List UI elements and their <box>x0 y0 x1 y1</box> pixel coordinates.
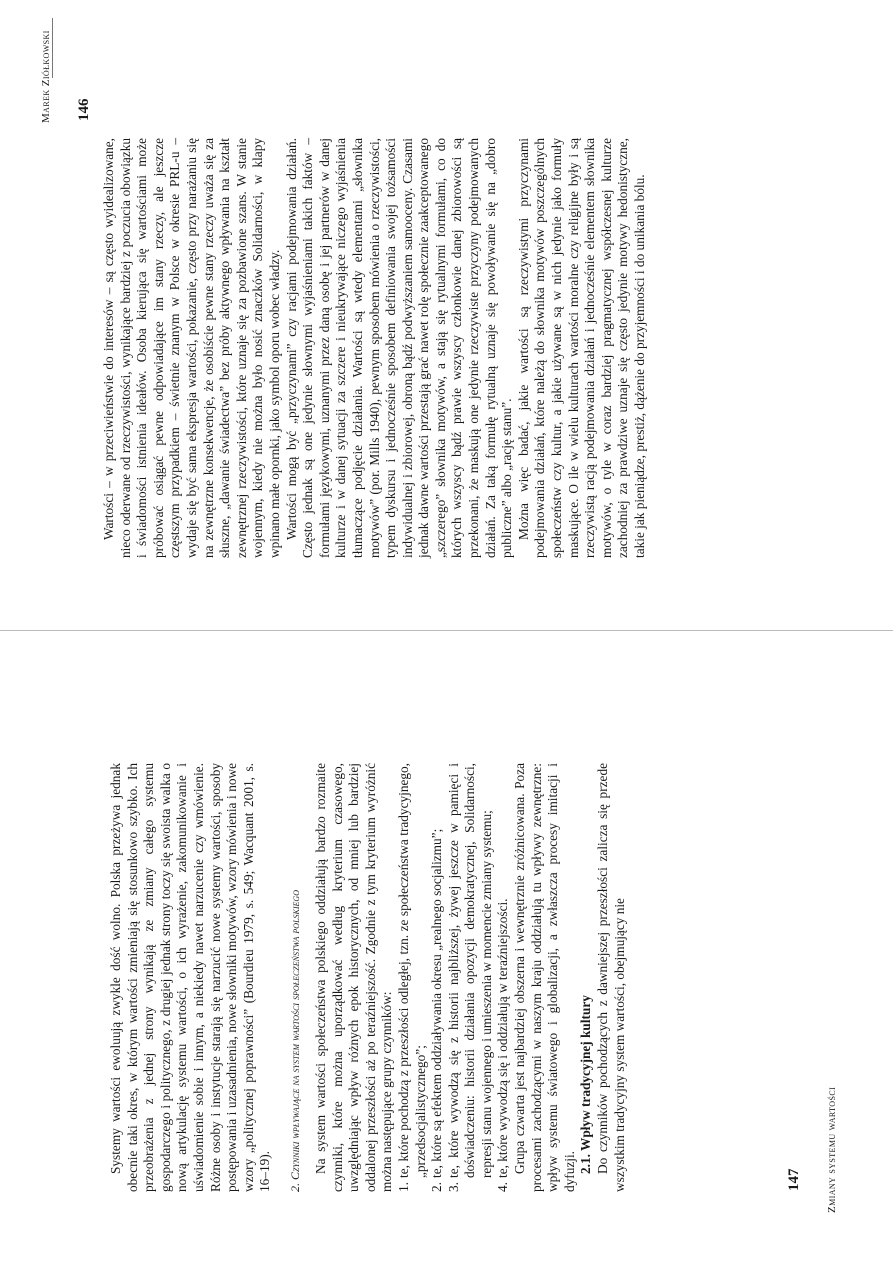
list-item <box>396 763 429 1192</box>
list-text: te, które wywodzą się z historii najbliższej, żywej jeszcze w pamięci i doświadczeniu: historii działania opozycji demokratycznej, Solidarności, represji stanu wojennego i umieszenia w momencie zmiany systemu; <box>445 763 494 1178</box>
list-number: 4. <box>495 1182 511 1192</box>
section-paragraph: Na system wartości społeczeństwa polskiego oddziałują bardzo rozmaite czynniki, które można uporządkować według kryterium czasowego, uwzględniając wpływ różnych epok historycznych, od mniej lub bardziej oddalonej przeszłości aż po teraźniejszość. Zgodnie z tym kryterium wyróżnić można następujące grupy czynników: <box>312 763 395 1192</box>
right-page-body <box>108 763 628 1192</box>
right-page-header: Zmiany systemu wartości <box>826 1086 838 1213</box>
list-text: te, które są efektem oddziaływania okresu „realnego socjalizmu”; <box>429 828 445 1178</box>
final-paragraph: Do czynników pochodzących z dawniejszej przeszłości zalicza się przede wszystkim tradycyjny system wartości, obejmujący nie <box>595 763 627 1192</box>
left-paragraph: Wartości mogą być „przyczynami” czy racjami podejmowania działań. Często jednak są one jedynie słownymi wyjaśnieniami takich faktów – formułami językowymi, uznanymi przez daną osobę i jej partnerów w danej kulturze i w danej sytuacji za szczere i nieukrywające niczego wyjaśnienia tłumaczące podjęcie działania. Wartości są wtedy elementami „słownika motywów” (por. Mills 1940), pewnym sposobem mówienia o rzeczywistości, typem dyskursu i jednocześnie sposobem definiowania swojej tożsamości indywidualnej i zbiorowej, obroną bądź podwyższaniem samooceny. Czasami jednak dawne wartości przestają grać nawet rolę społecznie zaakceptowanego „szczerego” słownika motywów, a stają się rytualnymi formułami, co do których wszyscy bądź prawie wszyscy członkowie danej zbiorowości są przekonani, że maskują one jedynie rzeczywiste przyczyny podejmowanych działań. Za taką formułę rytualną uznaje się powoływanie się na „dobro publiczne” albo „rację stanu”. <box>283 138 515 558</box>
list-number: 1. <box>395 1182 411 1192</box>
right-page-number: 147 <box>786 1168 802 1191</box>
left-paragraph: Można więc badać, jakie wartości są rzeczywistymi przyczynami podejmowania działań, które należą do słownika motywów poszczególnych społeczeństw czy kultur, a jakie używane są w nich jedynie jako formuły maskujące. O ile w wielu kulturach wartości moralne czy religijne były i są rzeczywistą racją podejmowania działań i jednocześnie elementem słownika motywów, o tyle w coraz bardziej pragmatycznej współczesnej kulturze zachodniej za prawdziwe uznaje się często jedynie motywy hedonistyczne, takie jak pieniądze, prestiż, dążenie do przyjemności i do unikania bólu. <box>515 138 647 558</box>
list-text: te, które pochodzą z przeszłości odległej, tzn. ze społeczeństwa tradycyjnego, „przedsocjalistycznego”; <box>395 763 428 1178</box>
list-text: te, które wywodzą się i oddziałują w teraźniejszości. <box>495 898 511 1178</box>
list-number: 3. <box>445 1182 461 1192</box>
list-item <box>446 763 496 1192</box>
left-page-header: Marek Ziółkowski <box>40 30 52 123</box>
list-item <box>495 763 512 1192</box>
after-list-paragraph: Grupa czwarta jest najbardziej obszerna i wewnętrznie zróżnicowana. Poza procesami zachodzącymi w naszym kraju oddziałują tu wpływy zewnętrzne: wpływ systemu światowego i globalizacji, a zwłaszcza procesy imitacji i dyfuzji. <box>512 763 577 1192</box>
list-number: 2. <box>429 1182 445 1192</box>
left-paragraph: Wartości – w przeciwieństwie do interesów – są często wyidealizowane, nieco oderwane od rzeczywistości, wynikające bardziej z poczucia obowiązku i świadomości istnienia ideałów. Osoba kierująca się wartościami może próbować osiągać pewne odpowiadające im stany rzeczy, ale jeszcze częstszym przypadkiem – świetnie znanym w Polsce w okresie PRL-u – wydaje się być sama ekspresja wartości, pokazanie, często przy narażaniu się na zewnętrzne konsekwencje, że osobiście pewne stany rzeczy uważa się za słuszne, „dawanie świadectwa” bez próby aktywnego wpływania na kształt zewnętrznej rzeczywistości, które uznaje się za pozbawione szans. W stanie wojennym, kiedy nie można było nosić znaczków Solidarności, w klapy wpinano małe opornki, jako symbol oporu wobec władzy. <box>101 138 282 558</box>
header-rule-left <box>52 18 53 78</box>
right-intro-paragraph: Systemy wartości ewoluują zwykle dość wolno. Polska przeżywa jednak obecnie taki okres, w którym wartości zmieniają się stosunkowo szybko. Ich przeobrażenia z jednej strony wynikają ze zmiany całego systemu gospodarczego i politycznego, z drugiej jednak strony toczy się swoista walka o nową artykulację systemu wartości, o ich wyrażenie, zakomunikowanie i uświadomienie sobie i innym, a niekiedy nawet narzucenie czy wmówienie. Różne osoby i instytucje starają się narzucić nowe systemy wartości, sposoby postępowania i uzasadnienia, nowe słowniki motywów, wzory mówienia i nowe wzory „politycznej poprawności” (Bourdieu 1979, s. 549; Wacquant 2001, s. 16–19). <box>108 763 273 1192</box>
subsection-heading: 2.1. Wpływ tradycyjnej kultury <box>578 995 594 1174</box>
left-page-body <box>101 138 649 558</box>
left-page-number: 146 <box>76 98 92 121</box>
list-item <box>429 763 446 1192</box>
section-heading: 2. Czynniki wpływające na system wartości społeczeństwa polskiego <box>287 890 302 1192</box>
gutter-line <box>0 630 893 631</box>
